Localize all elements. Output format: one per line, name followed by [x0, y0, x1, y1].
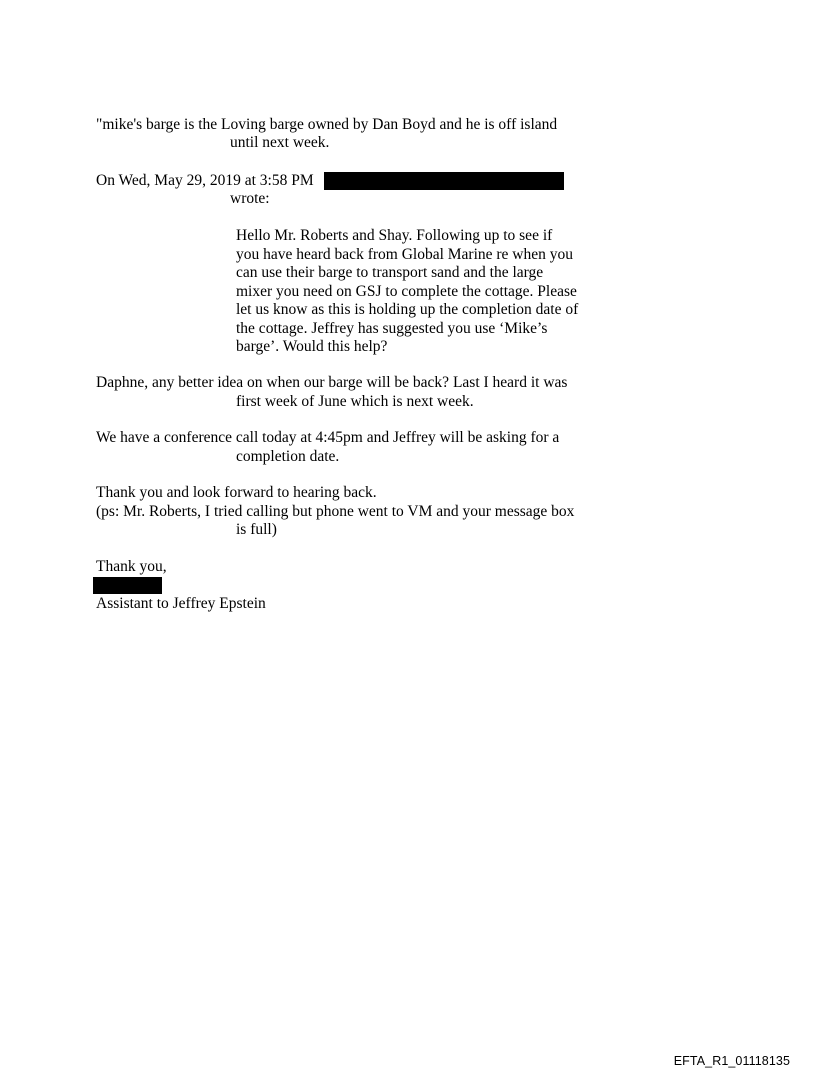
quoted-message-line: mixer you need on GSJ to complete the cottage. Please: [236, 282, 577, 300]
quoted-message-line: barge’. Would this help?: [236, 338, 388, 355]
redaction-box-sender: [324, 172, 564, 190]
quoted-message-line: the cottage. Jeffrey has suggested you use ‘Mike’s: [236, 319, 548, 337]
quoted-message-line: you have heard back from Global Marine re when you: [236, 245, 574, 263]
paragraph-daphne: first week of June which is next week.: [236, 392, 474, 410]
redaction-box-signature: [93, 577, 162, 594]
paragraph-ps: is full): [236, 521, 277, 538]
paragraph-daphne: Daphne, any better idea on when our barge will be back? Last I heard it was: [96, 374, 568, 391]
email-header-date: On Wed, May 29, 2019 at 3:58 PM: [96, 172, 314, 189]
paragraph-ps: (ps: Mr. Roberts, I tried calling but phone went to VM and your message box: [96, 502, 575, 520]
quote-line: until next week.: [230, 134, 330, 151]
paragraph-thanks: Thank you and look forward to hearing back.: [96, 484, 377, 501]
signature-title: Assistant to Jeffrey Epstein: [96, 595, 266, 612]
quoted-message-line: let us know as this is holding up the completion date of: [236, 301, 579, 318]
document-id-footer: EFTA_R1_01118135: [673, 1054, 790, 1068]
paragraph-conference-call: completion date.: [236, 447, 340, 465]
email-header-wrote: wrote:: [230, 190, 270, 207]
paragraph-conference-call: We have a conference call today at 4:45pm and Jeffrey will be asking for a: [96, 429, 560, 446]
quoted-message-line: Hello Mr. Roberts and Shay. Following up to see if: [236, 227, 553, 244]
signoff: Thank you,: [96, 558, 167, 575]
quote-line: "mike's barge is the Loving barge owned by Dan Boyd and he is off island: [96, 116, 558, 133]
quoted-message-line: can use their barge to transport sand and the large: [236, 264, 544, 281]
